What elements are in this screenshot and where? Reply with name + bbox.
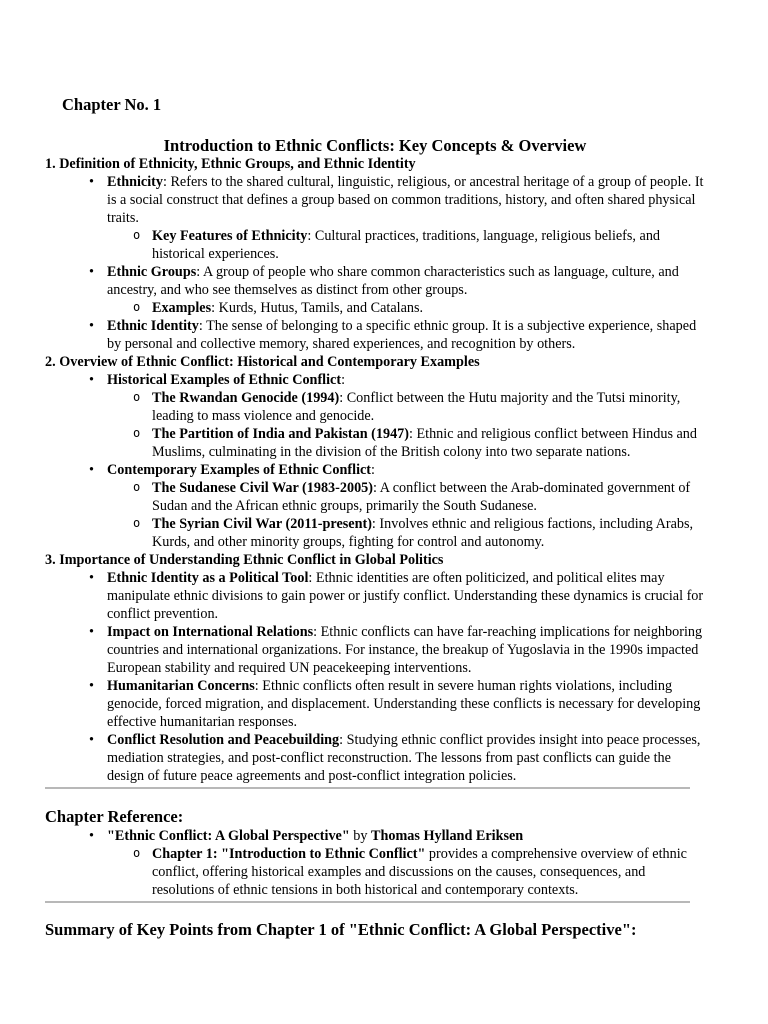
sub-list-item <box>152 299 710 317</box>
sub-text: : Cultural practices, traditions, language, religious beliefs, and historical experiences. <box>152 228 661 262</box>
list-item <box>107 371 710 461</box>
sub-list-item <box>152 425 710 461</box>
section-heading: 1. Definition of Ethnicity, Ethnic Groups, and Ethnic Identity <box>45 156 416 172</box>
definition-text: : Ethnic conflicts often result in severe human rights violations, including genocide, forced migration, and displacement. Understanding these conflicts is necessary for developing effective humanitarian responses. <box>107 678 701 730</box>
summary-heading: Summary of Key Points from Chapter 1 of "Ethnic Conflict: A Global Perspective": <box>45 920 637 939</box>
sub-term: Key Features of Ethnicity <box>152 228 308 244</box>
by-text: by <box>349 828 372 844</box>
definition-text: : <box>341 372 346 388</box>
sub-list-item <box>152 389 710 425</box>
term-political-tool: Ethnic Identity as a Political Tool <box>107 570 309 586</box>
sub-term: The Syrian Civil War (2011-present) <box>152 516 372 532</box>
sub-text: : A conflict between the Arab-dominated government of Sudan and the African ethnic groups, primarily the South Sudanese. <box>152 480 691 514</box>
section-heading: 3. Importance of Understanding Ethnic Conflict in Global Politics <box>45 552 444 568</box>
list-item <box>107 623 710 677</box>
document-body <box>45 155 710 940</box>
sub-term: The Sudanese Civil War (1983-2005) <box>152 480 373 496</box>
list-item <box>107 461 710 551</box>
definition-text: : Ethnic conflicts can have far-reaching implications for neighboring countries and international organizations. For instance, the breakup of Yugoslavia in the 1990s impacted European stability and required UN peacekeeping interventions. <box>107 624 703 676</box>
chapter-description: provides a comprehensive overview of ethnic conflict, offering historical examples and discussions on the causes, consequences, and resolutions of ethnic tensions in both historical and contemporary contexts. <box>152 846 687 898</box>
definition-text: : A group of people who share common characteristics such as language, culture, and ancestry, and who see themselves as distinct from other groups. <box>107 264 679 298</box>
book-author: Thomas Hylland Eriksen <box>371 828 524 844</box>
list-item <box>107 677 710 731</box>
list-item <box>107 263 710 317</box>
list-item <box>107 173 710 263</box>
definition-text: : The sense of belonging to a specific ethnic group. It is a subjective experience, shaped by personal and collective memory, shared experiences, and recognition by others. <box>107 318 697 352</box>
term-international-relations: Impact on International Relations <box>107 624 314 640</box>
definition-text: : Ethnic identities are often politicized, and political elites may manipulate ethnic divisions to gain power or justify conflict. Understanding these dynamics is crucial for conflict prevention. <box>107 570 704 622</box>
book-title: "Ethnic Conflict: A Global Perspective" <box>107 828 350 844</box>
reference-heading: Chapter Reference: <box>45 807 184 826</box>
list-item <box>107 731 710 785</box>
reference-item <box>107 827 710 899</box>
section-2 <box>45 353 710 551</box>
horizontal-divider <box>45 901 690 903</box>
list-item <box>107 317 710 353</box>
section-heading: 2. Overview of Ethnic Conflict: Historical and Contemporary Examples <box>45 354 480 370</box>
sub-text: : Kurds, Hutus, Tamils, and Catalans. <box>211 300 424 316</box>
horizontal-divider <box>45 787 690 789</box>
sub-text: : Ethnic and religious conflict between Hindus and Muslims, culminating in the division of the British colony into two separate nations. <box>152 426 697 460</box>
sub-term: The Partition of India and Pakistan (1947) <box>152 426 409 442</box>
chapter-number: Chapter No. 1 <box>62 95 162 114</box>
sub-list-item <box>152 227 710 263</box>
sub-term: The Rwandan Genocide (1994) <box>152 390 340 406</box>
term-conflict-resolution: Conflict Resolution and Peacebuilding <box>107 732 340 748</box>
sub-list-item <box>152 479 710 515</box>
document-title: Introduction to Ethnic Conflicts: Key Concepts & Overview <box>163 136 587 155</box>
term-ethnicity: Ethnicity <box>107 174 163 190</box>
term-ethnic-groups: Ethnic Groups <box>107 264 197 280</box>
sub-list-item <box>152 515 710 551</box>
definition-text: : <box>371 462 375 478</box>
chapter-title: Chapter 1: "Introduction to Ethnic Conflict" <box>152 846 426 862</box>
sub-term: Examples <box>152 300 212 316</box>
sub-text: : Involves ethnic and religious factions, including Arabs, Kurds, and other minority groups, fighting for control and autonomy. <box>152 516 694 550</box>
list-item <box>107 569 710 623</box>
term-contemporary-examples: Contemporary Examples of Ethnic Conflict <box>107 462 372 478</box>
definition-text: : Studying ethnic conflict provides insight into peace processes, mediation strategies, and post-conflict reconstruction. The lessons from past conflicts can guide the design of future peace agreements and post-conflict integration policies. <box>107 732 701 784</box>
term-historical-examples: Historical Examples of Ethnic Conflict <box>107 372 342 388</box>
section-1 <box>45 155 710 353</box>
term-ethnic-identity: Ethnic Identity <box>107 318 199 334</box>
term-humanitarian-concerns: Humanitarian Concerns <box>107 678 255 694</box>
sub-list-item <box>152 845 710 899</box>
sub-text: : Conflict between the Hutu majority and the Tutsi minority, leading to mass violence and genocide. <box>152 390 681 424</box>
definition-text: : Refers to the shared cultural, linguistic, religious, or ancestral heritage of a group of people. It is a social construct that defines a group based on common traditions, history, and often shared physical traits. <box>107 174 704 226</box>
section-3 <box>45 551 710 785</box>
